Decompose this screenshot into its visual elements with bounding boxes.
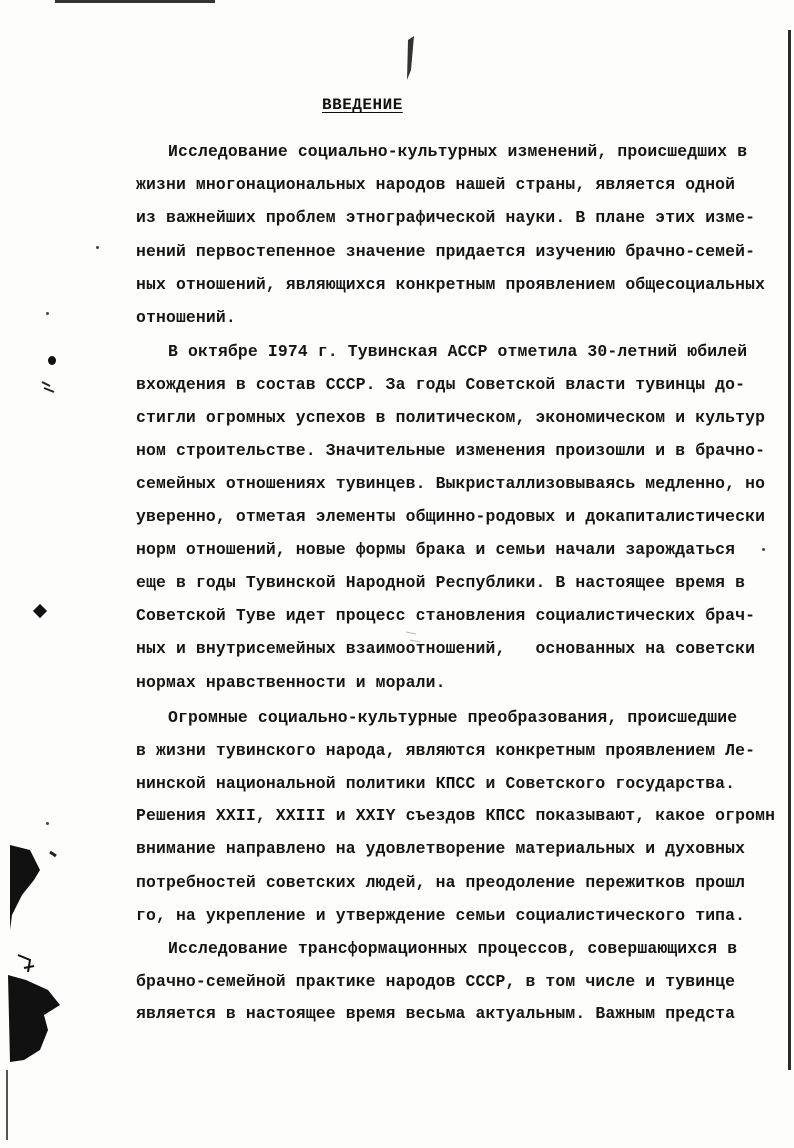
text-line: из важнейших проблем этнографической науки. В плане этих изме- bbox=[136, 208, 756, 227]
ink-mark bbox=[42, 382, 54, 392]
text-line: В октябре I974 г. Тувинская АССР отметила 30-летний юбилей bbox=[168, 342, 748, 361]
text-line: Огромные социально-культурные преобразования, происшедшие bbox=[168, 708, 738, 727]
text-line: норм отношений, новые формы брака и семьи начали зарождаться bbox=[136, 540, 736, 559]
text-line: го, на укрепление и утверждение семьи социалистического типа. bbox=[136, 906, 746, 925]
text-line: стигли огромных успехов в политическом, экономическом и культур bbox=[136, 408, 766, 427]
text-line: нений первостепенное значение придается изучению брачно-семей- bbox=[136, 242, 756, 261]
text-line: Исследование социально-культурных изменений, происшедших в bbox=[168, 142, 748, 161]
ink-mark bbox=[50, 852, 56, 856]
text-line: нормах нравственности и морали. bbox=[136, 673, 446, 692]
text-line: в жизни тувинского народа, являются конкретным проявлением Ле- bbox=[136, 741, 756, 760]
text-line: семейных отношениях тувинцев. Выкристаллизовываясь медленно, но bbox=[136, 474, 766, 493]
text-line: ных отношений, являющихся конкретным проявлением общесоциальных bbox=[136, 275, 766, 294]
text-line: Советской Туве идет процесс становления социалистических брач- bbox=[136, 606, 756, 625]
text-line: является в настоящее время весьма актуальным. Важным предста bbox=[136, 1004, 736, 1023]
text-line: еще в годы Тувинской Народной Республики. В настоящее время в bbox=[136, 573, 746, 592]
text-line: нинской национальной политики КПСС и Советского государства. bbox=[136, 774, 736, 793]
dark-shadow bbox=[8, 975, 60, 1062]
text-line: отношений. bbox=[136, 308, 236, 327]
text-line: брачно-семейной практике народов СССР, в том числе и тувинце bbox=[136, 972, 736, 991]
text-line: уверенно, отметая элементы общинно-родовых и докапиталистически bbox=[136, 507, 766, 526]
text-line: ных и внутрисемейных взаимоотношений, основанных на советски bbox=[136, 639, 756, 658]
text-line: Решения XXII, XXIII и XXIY съездов КПСС показывают, какое огромн bbox=[136, 806, 776, 825]
pencil-stroke bbox=[407, 36, 414, 80]
ink-mark bbox=[18, 955, 34, 972]
dark-shadow bbox=[10, 845, 40, 930]
page-title: ВВЕДЕНИЕ bbox=[322, 96, 403, 114]
text-line: внимание направлено на удовлетворение материальных и духовных bbox=[136, 839, 746, 858]
text-line: Исследование трансформационных процессов, совершающихся в bbox=[168, 939, 738, 958]
text-line: потребностей советских людей, на преодоление пережитков прошл bbox=[136, 873, 746, 892]
text-line: вхождения в состав СССР. За годы Советской власти тувинцы до- bbox=[136, 375, 746, 394]
text-line: жизни многонациональных народов нашей страны, является одной bbox=[136, 175, 736, 194]
text-line: ном строительстве. Значительные изменения произошли и в брачно- bbox=[136, 441, 766, 460]
